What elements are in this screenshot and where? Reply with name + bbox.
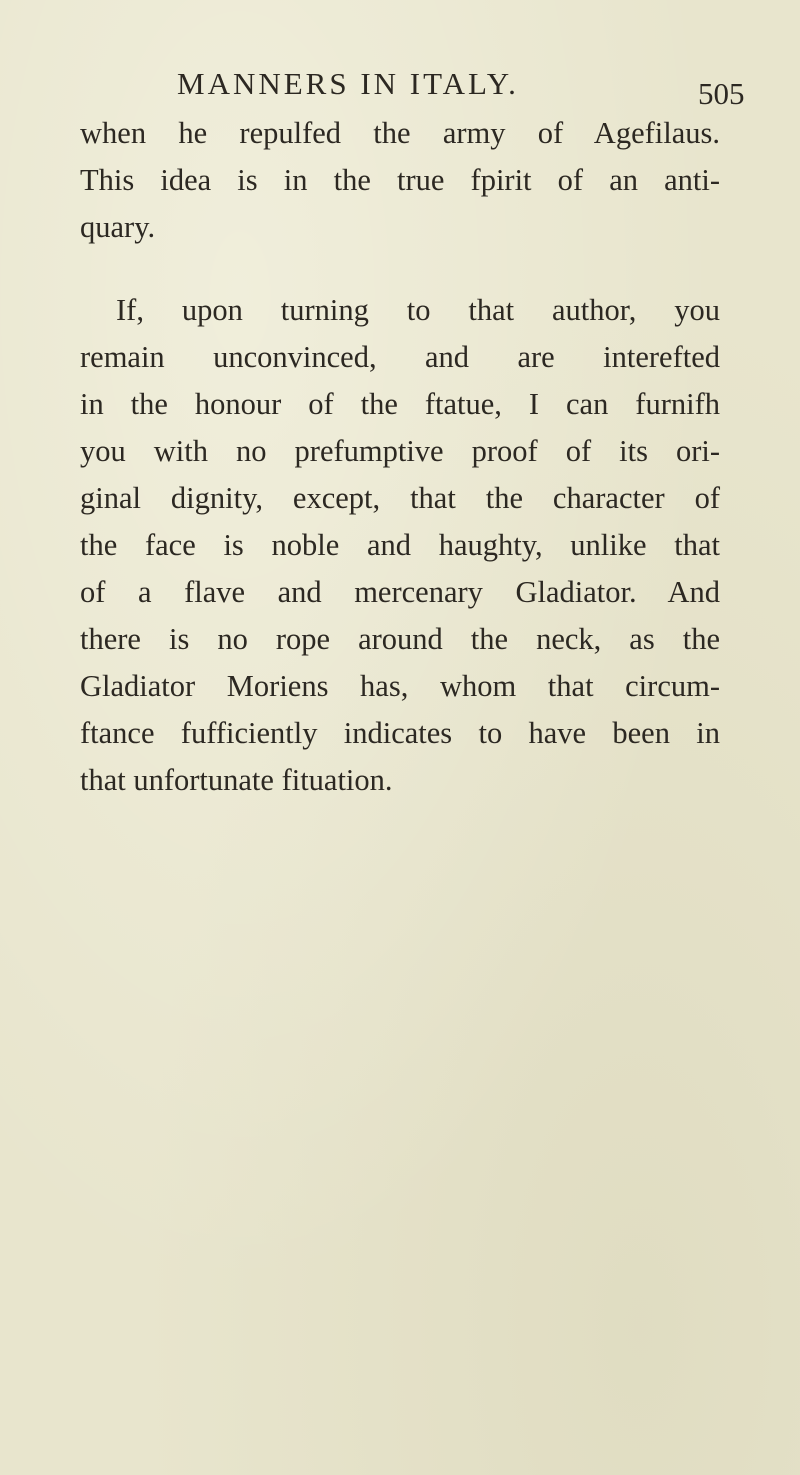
text-line: that unfortunate fituation. xyxy=(80,763,393,797)
text-line: in the honour of the ftatue, I can furnifh xyxy=(80,387,720,421)
text-line: ftance fufficiently indicates to have been in xyxy=(80,716,720,750)
running-head-title: MANNERS IN ITALY. xyxy=(177,66,519,101)
text-line: when he repulfed the army of Agefilaus. xyxy=(80,116,720,150)
text-line: of a flave and mercenary Gladiator. And xyxy=(80,575,720,609)
text-line: Gladiator Moriens has, whom that circum- xyxy=(80,669,720,703)
text-line: there is no rope around the neck, as the xyxy=(80,622,720,656)
body-text xyxy=(80,110,720,804)
text-line: you with no prefumptive proof of its ori- xyxy=(80,434,720,468)
text-line: remain unconvinced, and are interefted xyxy=(80,340,720,374)
paragraph-gap xyxy=(80,251,720,287)
text-line: the face is noble and haughty, unlike that xyxy=(80,528,720,562)
text-line: ginal dignity, except, that the character of xyxy=(80,481,720,515)
page-number: 505 xyxy=(698,76,745,111)
paragraph-1 xyxy=(80,110,720,251)
text-line: quary. xyxy=(80,210,156,244)
text-line: If, upon turning to that author, you xyxy=(116,293,720,327)
text-line: This idea is in the true fpirit of an anti- xyxy=(80,163,720,197)
paragraph-2 xyxy=(80,287,720,804)
